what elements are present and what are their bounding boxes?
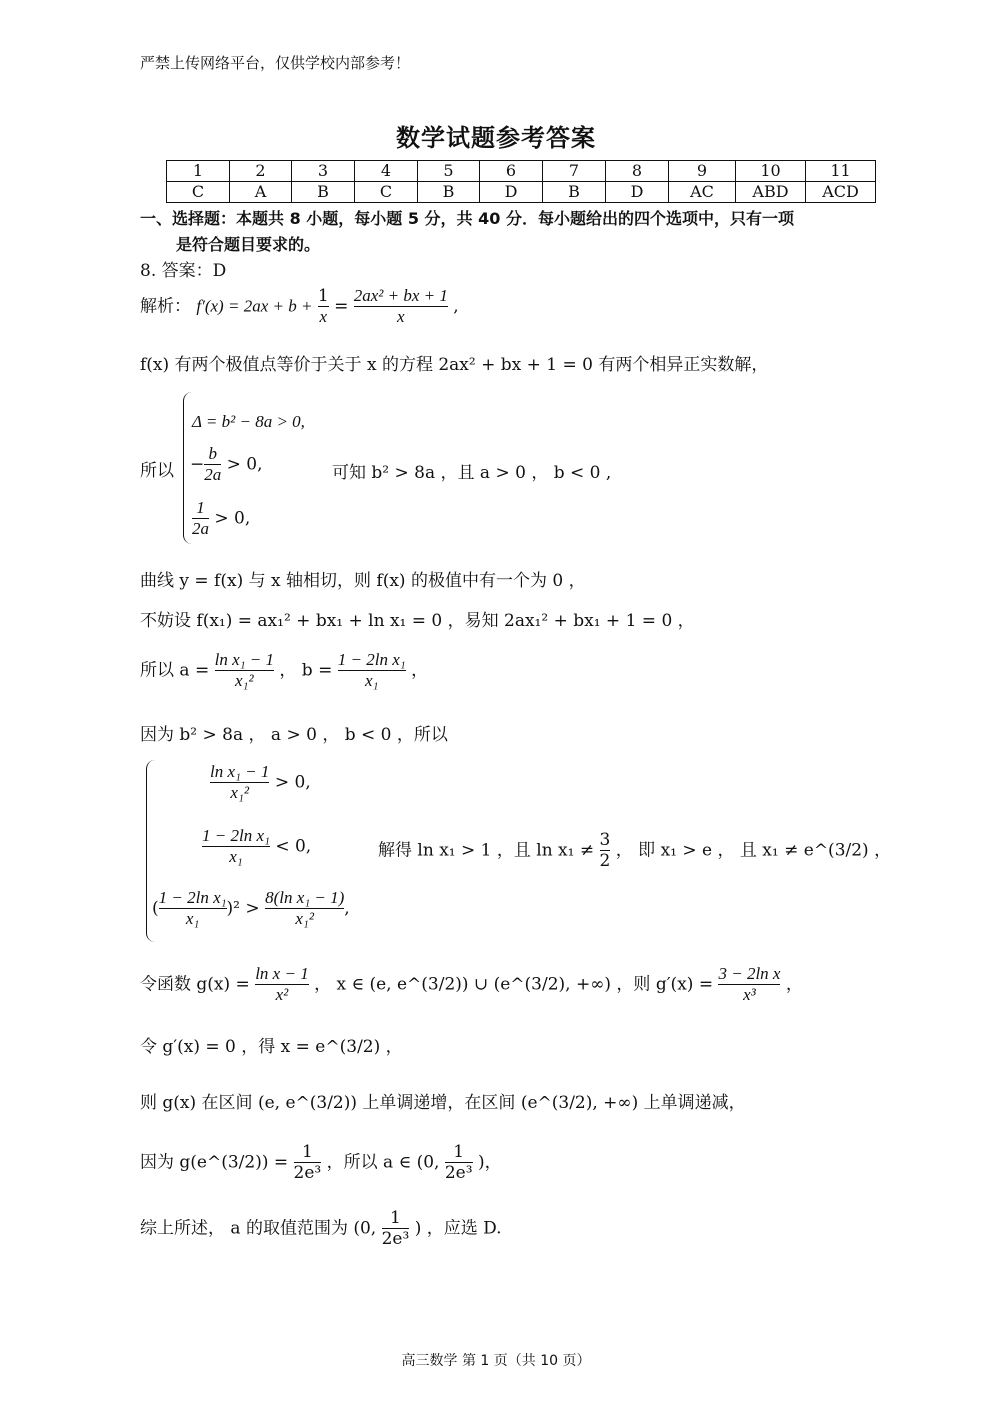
- table-cell: AC: [669, 182, 736, 203]
- table-cell: 5: [418, 161, 480, 182]
- fraction-b: [338, 650, 406, 692]
- q8-assume: 不妨设 f(x₁) = ax₁² + bx₁ + ln x₁ = 0 ，易知 2ax₁² + bx₁ + 1 = 0 ，: [140, 611, 695, 631]
- q8-tangent: 曲线 y = f(x) 与 x 轴相切，则 f(x) 的极值中有一个为 0 ，: [140, 571, 586, 591]
- table-cell: A: [230, 182, 292, 203]
- numerator: ln x − 1: [255, 964, 309, 983]
- table-cell: C: [167, 182, 230, 203]
- because2: 因为 g(e^(3/2)) =: [140, 1152, 289, 1173]
- numerator: 1: [453, 1142, 465, 1162]
- system1-row1: Δ = b² − 8a > 0,: [192, 412, 305, 431]
- g-domain: ， x ∈ (e, e^(3/2)) ∪ (e^(3/2), +∞) ，则 g′(x) =: [314, 974, 714, 995]
- denominator: 2: [599, 851, 611, 872]
- system1-row3: [192, 498, 250, 540]
- table-cell: 1: [167, 161, 230, 182]
- fraction-value2: [445, 1142, 473, 1184]
- denominator: x₁²: [215, 670, 274, 691]
- table-cell: 3: [292, 161, 355, 182]
- q8-value: [140, 1142, 502, 1184]
- denominator: 2a: [204, 465, 222, 485]
- numerator: 3 − 2ln x: [718, 964, 781, 983]
- numerator: 1 − 2ln x₁: [158, 888, 227, 907]
- table-cell: 11: [806, 161, 876, 182]
- fraction-value: [294, 1142, 322, 1184]
- denominator: x₁²: [265, 908, 344, 929]
- numerator: 1: [317, 286, 329, 306]
- numerator: 1 − 2ln x₁: [337, 650, 406, 669]
- solve-text: 解得 ln x₁ > 1 ，且 ln x₁ ≠: [378, 840, 595, 861]
- q8-because: 因为 b² > 8a ， a > 0 ， b < 0 ，所以: [140, 725, 448, 745]
- denominator: 2a: [192, 519, 209, 539]
- table-cell: 9: [669, 161, 736, 182]
- numerator: 2ax² + bx + 1: [353, 286, 448, 305]
- denominator: x: [319, 307, 328, 327]
- denominator: x: [354, 306, 448, 327]
- fraction: [202, 826, 270, 868]
- answer-table: [166, 160, 876, 203]
- q8-conclusion: [140, 1208, 502, 1250]
- paren: (: [152, 898, 159, 919]
- section-heading-line1: 一、选择题：本题共 8 小题，每小题 5 分，共 40 分．每小题给出的四个选项中，只有一项: [140, 209, 794, 228]
- fraction: [210, 762, 269, 804]
- fraction: [265, 888, 344, 930]
- fraction: [192, 498, 209, 540]
- system2-row2: [202, 826, 311, 868]
- table-cell: B: [292, 182, 355, 203]
- numerator: ln x₁ − 1: [214, 650, 274, 669]
- inequality: > 0,: [226, 454, 263, 475]
- numerator: b: [208, 444, 217, 463]
- denominator: x₁²: [210, 782, 269, 803]
- numerator: 3: [599, 830, 611, 850]
- table-cell: 10: [736, 161, 806, 182]
- denominator: x₁: [202, 846, 270, 867]
- q8-g-mono: 则 g(x) 在区间 (e, e^(3/2)) 上单调递增，在区间 (e^(3/2), +∞) 上单调递减，: [140, 1093, 746, 1113]
- derivative-lhs: f′(x) = 2ax + b +: [196, 296, 313, 316]
- conclude-end: ) ，应选 D.: [414, 1218, 502, 1239]
- inequality: < 0,: [275, 836, 312, 857]
- inequality: > 0,: [214, 508, 251, 529]
- q8-derivative: [140, 286, 459, 328]
- fraction-gp: [718, 964, 780, 1006]
- q8-ab-expr: [140, 650, 428, 692]
- q8-answer: 8. 答案：D: [140, 261, 227, 281]
- table-cell: D: [606, 182, 669, 203]
- fraction-a: [215, 650, 274, 692]
- comma: ，: [785, 974, 803, 995]
- fraction-g: [255, 964, 309, 1006]
- table-cell: D: [480, 182, 543, 203]
- table-cell: 8: [606, 161, 669, 182]
- system2-row3: [152, 888, 350, 930]
- system2-row1: [210, 762, 311, 804]
- denominator: x³: [718, 984, 780, 1005]
- q8-g-zero: 令 g′(x) = 0 ，得 x = e^(3/2) ，: [140, 1037, 403, 1057]
- system1-conclusion: 可知 b² > 8a ，且 a > 0 ， b < 0 ,: [332, 463, 612, 483]
- table-cell: ACD: [806, 182, 876, 203]
- numerator: 1 − 2ln x₁: [202, 826, 270, 845]
- denominator: 2e³: [381, 1229, 410, 1250]
- header-notice: 严禁上传网络平台，仅供学校内部参考！: [140, 54, 411, 72]
- table-cell: 6: [480, 161, 543, 182]
- q8-g-def: [140, 964, 803, 1006]
- numerator: 8(ln x₁ − 1): [265, 888, 345, 907]
- table-cell: C: [355, 182, 418, 203]
- numerator: 1: [301, 1142, 313, 1162]
- table-cell: 7: [543, 161, 606, 182]
- numerator: 1: [390, 1208, 401, 1228]
- analysis-label: 解析：: [140, 296, 191, 317]
- table-cell: 4: [355, 161, 418, 182]
- suoyi-label: 所以: [140, 461, 174, 481]
- numerator: ln x₁ − 1: [210, 762, 270, 781]
- a-eq: 所以 a =: [140, 660, 210, 681]
- fraction: [159, 888, 227, 930]
- denominator: 2e³: [444, 1163, 473, 1184]
- comma: ，: [411, 660, 429, 681]
- denominator: x²: [255, 984, 309, 1005]
- b-eq: ， b =: [279, 660, 333, 681]
- fraction-3-2: [600, 830, 611, 872]
- because2-end: )，: [477, 1152, 502, 1173]
- page-footer: 高三数学 第 1 页（共 10 页）: [401, 1353, 591, 1369]
- table-cell: 2: [230, 161, 292, 182]
- conclude-text: 综上所述， a 的取值范围为 (0,: [140, 1218, 377, 1239]
- table-cell: ABD: [736, 182, 806, 203]
- inequality: > 0,: [274, 772, 311, 793]
- comma: ,: [344, 898, 350, 919]
- comma: ,: [453, 296, 459, 317]
- fraction-conclusion: [382, 1208, 410, 1250]
- table-cell: B: [418, 182, 480, 203]
- page-title: 数学试题参考答案: [396, 124, 596, 152]
- system2-solution: [378, 830, 891, 872]
- equals: =: [334, 296, 349, 317]
- fraction-1-over-x: [318, 286, 329, 328]
- q8-equivalence: f(x) 有两个极值点等价于关于 x 的方程 2ax² + bx + 1 = 0 有两个相异正实数解，: [140, 355, 769, 375]
- g-def-label: 令函数 g(x) =: [140, 974, 250, 995]
- numerator: 1: [196, 498, 205, 517]
- system1-row2: [190, 444, 263, 486]
- denominator: x₁: [338, 670, 406, 691]
- answer-table-numbers: [167, 161, 876, 182]
- inequality: )² >: [226, 898, 260, 919]
- answer-table-answers: [167, 182, 876, 203]
- fraction-main: [354, 286, 448, 328]
- denominator: x₁: [159, 908, 227, 929]
- because2-mid: ，所以 a ∈ (0,: [326, 1152, 440, 1173]
- table-cell: B: [543, 182, 606, 203]
- section-heading-line2: 是符合题目要求的。: [176, 235, 321, 254]
- denominator: 2e³: [293, 1163, 322, 1184]
- minus: −: [190, 454, 205, 475]
- fraction: [204, 444, 221, 486]
- solve-rest: ， 即 x₁ > e ， 且 x₁ ≠ e^(3/2) ，: [615, 840, 892, 861]
